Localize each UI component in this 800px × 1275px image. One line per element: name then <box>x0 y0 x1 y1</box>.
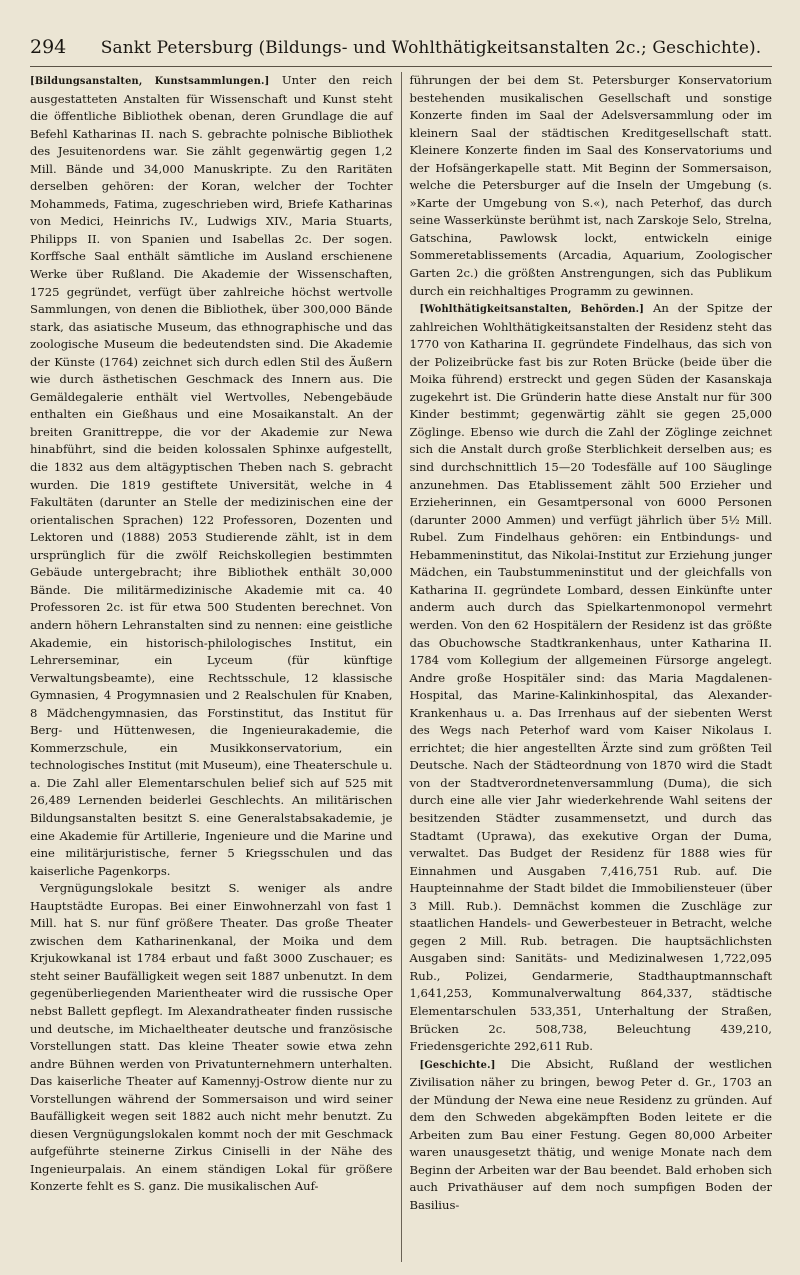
paragraph-text: Die Absicht, Rußland der westlichen Zivilisation näher zu bringen, bewog Peter d. Gr., 1703 an der Mündung der Newa eine neue Residenz zu gründen. Auf dem den Schweden abgekämpften Boden leitete er die Arbeiten zum Bau einer Festung. Gegen 80,000 Arbeiter waren unausgesetzt thätig, und wenige Monate nach dem Beginn der Arbeiten war der Bau beendet. Bald erhoben sich auch Privathäuser auf dem noch sumpfigen Boden der Basilius- <box>409 1056 772 1212</box>
paragraph-text: führungen der bei dem St. Petersburger Konservatorium bestehenden musikalischen Gesellschaft und sonstige Konzerte finden im Saal der Adelsversammlung oder im kleinern Saal der städtischen Kreditgesellschaft statt. Kleinere Konzerte finden im Saal des Konservatoriums und der Hofsängerkapelle statt. Mit Beginn der Sommersaison, welche die Petersburger auf die Inseln der Umgebung (s. »Karte der Umgebung von S.«), nach Peterhof, das durch seine Wasserkünste berühmt ist, nach Zarskoje Selo, Strelna, Gatschina, Pawlowsk lockt, entwickeln einige Sommeretablissements (Arcadia, Aquarium, Zoologischer Garten 2c.) die größten Anstrengungen, sich das Publikum durch ein reichhaltiges Programm zu gewinnen. <box>409 73 772 298</box>
section-label: [Bildungsanstalten, Kunstsammlungen.] <box>30 76 270 87</box>
page-number: 294 <box>30 36 67 58</box>
section-label: [Geschichte.] <box>419 1059 496 1071</box>
paragraph-entertainment <box>30 880 393 1196</box>
paragraph-charity <box>410 300 773 1056</box>
text-columns <box>30 72 772 1262</box>
paragraph-history <box>410 1056 773 1215</box>
paragraph-text: Unter den reich ausgestatteten Anstalten für Wissenschaft und Kunst steht die öffentliche Bibliothek obenan, deren Grundlage die auf Befehl Katharinas II. nach S. gebrachte polnische Bibliothek des Jesuitenordens war. Sie zählt gegenwärtig gegen 1,2 Mill. Bände und 34,000 Manuskripte. Zu den Raritäten derselben gehören: der Koran, welcher der Tochter Mohammeds, Fatima, zugeschrieben wird, Briefe Katharinas von Medici, Heinrichs IV., Ludwigs XIV., Maria Stuarts, Philipps II. von Spanien und Isabellas 2c. Der sogen. Korffsche Saal enthält sämtliche im Ausland erschienene Werke über Rußland. Die Akademie der Wissenschaften, 1725 gegründet, verfügt über zahlreiche höchst wertvolle Sammlungen, von denen die Bibliothek, über 300,000 Bände stark, das asiatische Museum, das ethnographische und das zoologische Museum die bedeutendsten sind. Die Akademie der Künste (1764) zeichnet sich durch edlen Stil des Äußern wie durch ästhetischen Geschmack des Innern aus. Die Gemäldegalerie enthält viel Wertvolles, Nebengebäude enthalten ein Gießhaus und eine Mosaikanstalt. An der breiten Granittreppe, die vor der Akademie zur Newa hinabführt, sind die beiden kolossalen Sphinxe aufgestellt, die 1832 aus dem altägyptischen Theben nach S. gebracht wurden. Die 1819 gestiftete Universität, welche in 4 Fakultäten (darunter an Stelle der medizinischen eine der orientalischen Sprachen) 122 Professoren, Dozenten und Lektoren und (1888) 2053 Studierende zählt, ist in dem ursprünglich für die zwölf Reichskollegien bestimmten Gebäude untergebracht; ihre Bibliothek enthält 30,000 Bände. Die militärmedizinische Akademie mit ca. 40 Professoren 2c. ist für etwa 500 Studenten berechnet. Von andern höhern Lehranstalten sind zu nennen: eine geistliche Akademie, ein historisch-philologisches Institut, ein Lehrerseminar, ein Lyceum (für künftige Verwaltungsbeamte), eine Rechtsschule, 12 klassische Gymnasien, 4 Progymnasien und 2 Realschulen für Knaben, 8 Mädchengymnasien, das Forstinstitut, das Institut für Berg- und Hüttenwesen, die Ingenieurakademie, die Kommerzschule, ein Musikkonservatorium, ein technologisches Institut (mit Museum), eine Theaterschule u. a. Die Zahl aller Elementarschulen belief sich auf 525 mit 26,489 Lernenden beiderlei Geschlechts. An militärischen Bildungsanstalten besitzt S. eine Generalstabsakademie, je eine Akademie für Artillerie, Ingenieure und die Marine und eine militärjuristische, ferner 5 Kriegsschulen und das kaiserliche Pagenkorps. <box>30 73 393 878</box>
right-column <box>402 72 773 1262</box>
page-header <box>30 36 772 67</box>
paragraph-concerts <box>410 72 773 300</box>
running-head: Sankt Petersburg (Bildungs- und Wohlthätigkeitsanstalten 2c.; Geschichte). <box>100 38 762 58</box>
paragraph-text: Vergnügungslokale besitzt S. weniger als andre Hauptstädte Europas. Bei einer Einwohnerzahl von fast 1 Mill. hat S. nur fünf größere Theater. Das große Theater zwischen dem Katharinenkanal, der Moika und dem Krjukowkanal ist 1784 erbaut und faßt 3000 Zuschauer; es steht seiner Baufälligkeit wegen seit 1887 unbenutzt. In dem gegenüberliegenden Marientheater wird die russische Oper nebst Ballett gepflegt. Im Alexandratheater finden russische und deutsche, im Michaeltheater deutsche und französische Vorstellungen statt. Das kleine Theater sowie etwa zehn andre Bühnen werden von Privatunternehmern unterhalten. Das kaiserliche Theater auf Kamennyj-Ostrow diente nur zu Vorstellungen während der Sommersaison und wird seiner Baufälligkeit wegen seit 1882 auch nicht mehr benutzt. Zu diesen Vergnügungslokalen kommt noch der mit Geschmack aufgeführte steinerne Zirkus Ciniselli in der Nähe des Ingenieurpalais. An einem ständigen Lokal für größere Konzerte fehlt es S. ganz. Die musikalischen Auf- <box>30 881 393 1194</box>
paragraph-education <box>30 72 393 880</box>
section-label: [Wohlthätigkeitsanstalten, Behörden.] <box>419 304 645 316</box>
left-column <box>30 72 401 1262</box>
paragraph-text: An der Spitze der zahlreichen Wohlthätigkeitsanstalten der Residenz steht das 1770 von Katharina II. gegründete Findelhaus, das sich von der Polizeibrücke fast bis zur Roten Brücke (beide über die Moika führend) erstreckt und gegen Süden der Kasanskaja zugekehrt ist. Die Gründerin hatte diese Anstalt nur für 300 Kinder bestimmt; gegenwärtig zählt sie gegen 25,000 Zöglinge. Ebenso wie durch die Zahl der Zöglinge zeichnet sich die Anstalt durch große Sterblichkeit derselben aus; es sind durchschnittlich 15—20 Todesfälle auf 100 Säuglinge anzunehmen. Das Etablissement zählt 500 Erzieher und Erzieherinnen, ein Gesamtpersonal von 6000 Personen (darunter 2000 Ammen) und verfügt jährlich über 5½ Mill. Rubel. Zum Findelhaus gehören: ein Entbindungs- und Hebammeninstitut, das Nikolai-Institut zur Erziehung junger Mädchen, ein Taubstummeninstitut und der gleichfalls von Katharina II. gegründete Lombard, dessen Einkünfte unter anderm auch durch das Spielkartenmonopol vermehrt werden. Von den 62 Hospitälern der Residenz ist das größte das Obuchowsche Stadtkrankenhaus, unter Katharina II. 1784 vom Kollegium der allgemeinen Fürsorge angelegt. Andre große Hospitäler sind: das Maria Magdalenen-Hospital, das Marine-Kalinkinhospital, das Alexander-Krankenhaus u. a. Das Irrenhaus auf der siebenten Werst des Wegs nach Peterhof ward vom Kaiser Nikolaus I. errichtet; die hier angestellten Ärzte sind zum größten Teil Deutsche. Nach der Städteordnung von 1870 wird die Stadt von der Stadtverordnetenversammlung (Duma), die sich durch eine alle vier Jahr wiederkehrende Wahl seitens der besitzenden Städter zusammensetzt, und durch das Stadtamt (Uprawa), das exekutive Organ der Duma, verwaltet. Das Budget der Residenz für 1888 wies für Einnahmen und Ausgaben 7,416,751 Rub. auf. Die Haupteinnahme der Stadt bildet die Immobiliensteuer (über 3 Mill. Rub.). Demnächst kommen die Zuschläge zur staatlichen Handels- und Gewerbesteuer in Betracht, welche gegen 2 Mill. Rub. betragen. Die hauptsächlichsten Ausgaben sind: Sanitäts- und Medizinalwesen 1,722,095 Rub., Polizei, Gendarmerie, Stadthauptmannschaft 1,641,253, Kommunalverwaltung 864,337, städtische Elementarschulen 533,351, Unterhaltung der Straßen, Brücken 2c. 508,738, Beleuchtung 439,210, Friedensgerichte 292,611 Rub. <box>409 301 772 1054</box>
